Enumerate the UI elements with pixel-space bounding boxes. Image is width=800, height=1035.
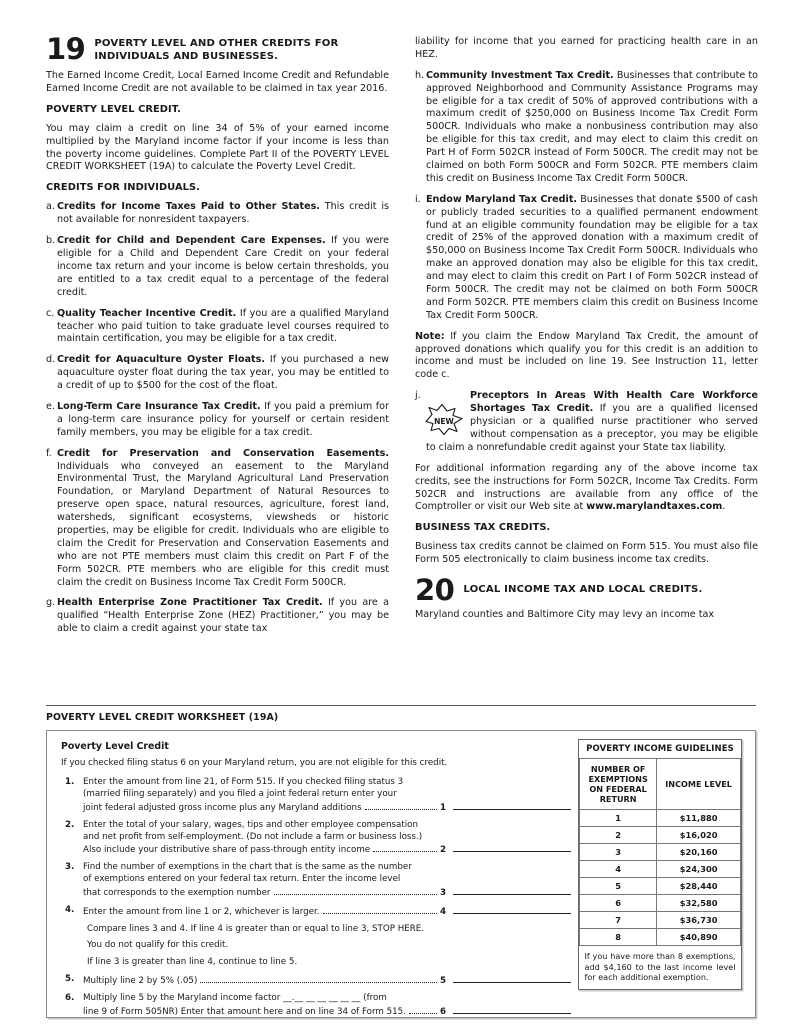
item-f-letter: f. xyxy=(46,447,52,459)
line-1-text-c: joint federal adjusted gross income plus any Maryland additions xyxy=(83,802,362,813)
line-3-input-blank[interactable] xyxy=(453,886,571,895)
worksheet-lines-area xyxy=(61,741,571,1024)
credit-item-d xyxy=(46,354,389,393)
additional-info-text: For additional information regarding any of the above income tax credits, see the instructions for Form 502CR, Income Tax Credits. Form 502CR and instructions are available from any office of the Comptroller or visit our Web site at xyxy=(415,462,758,513)
line-5-number: 5. xyxy=(65,974,75,985)
item-h-text: Businesses that contribute to approved Neighborhood and Community Assistance Programs may be eligible for a tax credit of 50% of approved contributions with a maximum credit of $250,000 on Business Income Tax Credit Form 500CR. Individuals who make a nonbusiness contribution may also be eligible for this tax credit, and may elect to claim this credit on Part H of Form 502CR instead of Form 500CR. The credit may not be claimed on both Form 500CR and Form 502CR. PTE members claim this credit on Business Income Tax Credit Form 500CR. xyxy=(426,69,758,184)
row-5-exemptions: 5 xyxy=(580,878,657,895)
credit-item-j xyxy=(415,390,758,454)
line-1-input-blank[interactable] xyxy=(453,801,571,810)
poverty-level-credit-heading: POVERTY LEVEL CREDIT. xyxy=(46,103,181,115)
section-20-body: Maryland counties and Baltimore City may levy an income tax xyxy=(415,609,715,621)
line-2-text-b: and net profit from self-employment. (Do not include a farm or business loss.) xyxy=(83,831,423,842)
table-row xyxy=(580,844,741,861)
new-starburst-icon xyxy=(422,403,468,437)
credit-item-e xyxy=(46,401,389,440)
item-j-body xyxy=(426,390,758,454)
row-3-exemptions: 3 xyxy=(580,844,657,861)
item-f-text: Individuals who conveyed an easement to the Maryland Environmental Trust, the Maryland Agricultural Land Preservation Foundation, or Maryland Department of Natural Resources to preserve open space, natural resources, agriculture, forest land, watersheds, significant ecosystems, viewsheds or historic properties, may be eligible for credit. Individuals who are eligible to claim the Credit for Preservation and Conservation Easements and who are not PTE members must claim this credit on Part F of the Form 502CR. PTE members who are eligible for this credit must claim the credit on Business Income Tax Credit Form 500CR. xyxy=(57,460,389,588)
item-g-letter: g. xyxy=(46,597,56,609)
item-i-title: Endow Maryland Tax Credit. xyxy=(426,193,578,205)
item-e-letter: e. xyxy=(46,400,55,412)
row-8-income: $40,890 xyxy=(657,929,741,946)
additional-info-end: . xyxy=(722,501,726,513)
credit-item-i xyxy=(415,194,758,323)
item-c-title: Quality Teacher Incentive Credit. xyxy=(57,307,237,319)
row-8-exemptions: 8 xyxy=(580,929,657,946)
line-4-leader xyxy=(323,913,437,914)
table-row xyxy=(580,861,741,878)
worksheet-line-6 xyxy=(61,993,571,1019)
item-e-title: Long-Term Care Insurance Tax Credit. xyxy=(57,400,261,412)
line-4-end-number: 4 xyxy=(439,906,446,917)
credit-item-b xyxy=(46,235,389,299)
line-6-text-b: line 9 of Form 505NR) Enter that amount here and on line 34 of Form 515. xyxy=(83,1006,406,1017)
section-19-number: 19 xyxy=(46,32,86,66)
business-tax-credits-heading: BUSINESS TAX CREDITS. xyxy=(415,522,551,534)
line-1-text-b: (married filing separately) and you filed a joint federal return enter your xyxy=(83,789,397,800)
item-e-body xyxy=(57,401,389,440)
item-f-title: Credit for Preservation and Conservation Easements. xyxy=(57,447,389,459)
line-6-text-a: Multiply line 5 by the Maryland income factor __.__ __ __ __ __ __ (from xyxy=(83,992,387,1003)
item-c-body xyxy=(57,308,389,347)
maryland-taxes-website-link[interactable]: www.marylandtaxes.com xyxy=(586,501,723,513)
two-column-body xyxy=(46,32,758,644)
poverty-level-credit-body: You may claim a credit on line 34 of 5% of your earned income multiplied by the Maryland income factor if your income is less than the poverty income guidelines. Complete Part II of the POVERTY LEVEL CREDIT WORKSHEET (19A) to calculate the Poverty Level Credit. xyxy=(46,122,389,173)
new-badge-label: NEW xyxy=(434,417,454,427)
item-a-letter: a. xyxy=(46,201,55,213)
guidelines-col-exemptions: NUMBER OF EXEMPTIONS ON FEDERAL RETURN xyxy=(580,759,657,810)
line-4-input-blank[interactable] xyxy=(453,905,571,914)
poverty-income-guidelines-table xyxy=(578,739,742,990)
guidelines-col-income: INCOME LEVEL xyxy=(657,759,741,810)
line-3-number: 3. xyxy=(65,862,75,873)
section-19-header xyxy=(46,32,389,66)
line-3-text-b: of exemptions entered on your federal tax return. Enter the income level xyxy=(83,874,401,885)
line-3-end-number: 3 xyxy=(439,887,446,898)
worksheet-line-1 xyxy=(61,777,571,814)
item-j-text: If you are a qualified licensed physician or a qualified nurse practitioner who served without compensation as a preceptor, you may be eligible to claim a nonrefundable credit against your State tax liability. xyxy=(426,403,758,453)
worksheet-intro: If you checked filing status 6 on your Maryland return, you are not eligible for this credit. xyxy=(61,758,448,768)
left-column xyxy=(46,32,390,644)
right-column xyxy=(415,36,758,644)
line-2-number: 2. xyxy=(65,819,75,830)
row-1-income: $11,880 xyxy=(657,810,741,827)
credit-item-f xyxy=(46,448,389,590)
item-b-text: If you were eligible for a Child and Dependent Care Credit on your federal income tax return and your income is below certain thresholds, you are entitled to a tax credit equal to a percentage of the federal credit. xyxy=(57,235,389,298)
worksheet-line-4 xyxy=(61,905,571,919)
credit-item-g xyxy=(46,597,389,636)
worksheet-line-2 xyxy=(61,820,571,857)
item-c-letter: c. xyxy=(46,307,55,319)
worksheet-note-continue: If line 3 is greater than line 4, continue to line 5. xyxy=(87,957,298,968)
row-1-exemptions: 1 xyxy=(580,810,657,827)
table-row xyxy=(580,878,741,895)
credits-for-individuals-heading: CREDITS FOR INDIVIDUALS. xyxy=(46,182,200,194)
row-2-exemptions: 2 xyxy=(580,827,657,844)
line-3-text-a: Find the number of exemptions in the chart that is the same as the number xyxy=(83,862,412,873)
item-h-title: Community Investment Tax Credit. xyxy=(426,69,614,81)
worksheet-line-5 xyxy=(61,974,571,988)
line-5-input-blank[interactable] xyxy=(453,974,571,983)
note-text: If you claim the Endow Maryland Tax Credit, the amount of approved donations which qualify you for this credit is an addition to income and must be included on line 19. See Instruction 11, letter code c. xyxy=(415,330,758,381)
item-a-text: This credit is not available for nonresident taxpayers. xyxy=(57,201,390,226)
credit-item-c xyxy=(46,308,389,347)
worksheet-line-3 xyxy=(61,862,571,899)
item-g-title: Health Enterprise Zone Practitioner Tax Credit. xyxy=(57,597,323,609)
guidelines-table-title: POVERTY INCOME GUIDELINES xyxy=(580,740,741,759)
line-6-leader xyxy=(409,1013,437,1014)
endow-maryland-note xyxy=(415,331,758,383)
line-4-number: 4. xyxy=(65,904,75,915)
item-i-letter: i. xyxy=(415,193,421,205)
row-4-exemptions: 4 xyxy=(580,861,657,878)
item-j-letter: j. xyxy=(415,390,421,402)
section-20-number: 20 xyxy=(415,573,455,608)
worksheet-heading: Poverty Level Credit xyxy=(61,741,169,752)
item-h-letter: h. xyxy=(415,69,425,81)
worksheet-divider xyxy=(46,705,756,706)
line-2-leader xyxy=(373,851,437,852)
item-d-letter: d. xyxy=(46,354,56,366)
row-7-income: $36,730 xyxy=(657,912,741,929)
additional-information-paragraph xyxy=(415,463,758,515)
line-4-text: Enter the amount from line 1 or 2, whichever is larger. xyxy=(83,906,320,917)
row-7-exemptions: 7 xyxy=(580,912,657,929)
line-2-text-c: Also include your distributive share of pass-through entity income xyxy=(83,845,371,856)
table-row xyxy=(580,929,741,946)
row-6-income: $32,580 xyxy=(657,895,741,912)
item-g-body xyxy=(57,597,389,636)
line-5-end-number: 5 xyxy=(439,976,446,987)
item-j-title: Preceptors In Areas With Health Care Workforce Shortages Tax Credit. xyxy=(470,390,758,415)
row-6-exemptions: 6 xyxy=(580,895,657,912)
item-b-body xyxy=(57,235,389,299)
item-h-body xyxy=(426,70,758,186)
section-20-title: LOCAL INCOME TAX AND LOCAL CREDITS. xyxy=(463,584,703,596)
line-6-number: 6. xyxy=(65,992,75,1003)
line-2-text-a: Enter the total of your salary, wages, tips and other employee compensation xyxy=(83,819,419,830)
worksheet-note-noqualify: You do not qualify for this credit. xyxy=(87,940,229,951)
poverty-level-credit-worksheet xyxy=(46,730,756,1018)
line-3-leader xyxy=(274,894,437,895)
table-row xyxy=(580,810,741,827)
item-e-text: If you paid a premium for a long-term care insurance policy for yourself or certain resident family members, you may be eligible for a tax credit. xyxy=(57,400,389,438)
table-row xyxy=(580,912,741,929)
credit-item-a xyxy=(46,201,389,227)
section-19-title: POVERTY LEVEL AND OTHER CREDITS FOR INDIVIDUALS AND BUSINESSES. xyxy=(94,38,339,62)
line-6-input-blank[interactable] xyxy=(453,1005,571,1014)
line-1-number: 1. xyxy=(65,777,75,788)
item-a-title: Credits for Income Taxes Paid to Other States. xyxy=(57,201,320,213)
table-row xyxy=(580,895,741,912)
item-i-body xyxy=(426,194,758,323)
worksheet-title: POVERTY LEVEL CREDIT WORKSHEET (19A) xyxy=(46,712,279,723)
section-20-header xyxy=(415,573,758,608)
table-row xyxy=(580,827,741,844)
item-d-body xyxy=(57,354,389,393)
item-d-text: If you purchased a new aquaculture oyster float during the tax year, you may be entitled to a credit of up to $500 for the cost of the float. xyxy=(57,354,389,392)
section-19-intro: The Earned Income Credit, Local Earned Income Credit and Refundable Earned Income Credit are not available to be claimed in tax year 2016. xyxy=(46,70,389,94)
item-b-letter: b. xyxy=(46,235,56,247)
item-i-text: Businesses that donate $500 of cash or publicly traded securities to a qualified permanent endowment fund at an eligible community foundation may be eligible for a tax credit of 25% of the approved donation with a maximum credit of $50,000 on Business Income Tax Credit Form 500CR. Individuals who make an approved donation may also be eligible for this tax credit, and may elect to claim this credit on Part I of Form 502CR instead of Form 500CR. The credit may not be claimed on both Form 500CR and Form 502CR. PTE members claim this credit on Business Income Tax Credit Form 500CR. xyxy=(426,193,758,321)
line-1-leader xyxy=(365,809,437,810)
line-1-end-number: 1 xyxy=(439,802,446,813)
item-d-title: Credit for Aquaculture Oyster Floats. xyxy=(57,354,265,366)
line-6-end-number: 6 xyxy=(439,1006,446,1017)
guidelines-footnote: If you have more than 8 exemptions, add $4,160 to the last income level for each additional exemption. xyxy=(580,946,741,989)
line-3-text-c: that corresponds to the exemption number xyxy=(83,887,271,898)
row-5-income: $28,440 xyxy=(657,878,741,895)
line-5-leader xyxy=(200,982,437,983)
item-g-text: If you are a qualified “Health Enterprise Zone (HEZ) Practitioner,” you may be able to claim a credit against your state tax xyxy=(57,597,389,635)
line-2-end-number: 2 xyxy=(439,845,446,856)
item-c-text: If you are a qualified Maryland teacher who paid tuition to take graduate level courses required to maintain certification, you may be eligible for a tax credit. xyxy=(57,307,389,345)
line-5-text: Multiply line 2 by 5% (.05) xyxy=(83,976,198,987)
row-4-income: $24,300 xyxy=(657,861,741,878)
row-2-income: $16,020 xyxy=(657,827,741,844)
line-1-text-a: Enter the amount from line 21, of Form 515. If you checked filing status 3 xyxy=(83,777,404,788)
credit-item-h xyxy=(415,70,758,186)
item-a-body xyxy=(57,201,389,227)
row-3-income: $20,160 xyxy=(657,844,741,861)
item-b-title: Credit for Child and Dependent Care Expenses. xyxy=(57,235,326,247)
hez-continuation-text: liability for income that you earned for practicing health care in an HEZ. xyxy=(415,36,758,60)
worksheet-note-compare: Compare lines 3 and 4. If line 4 is greater than or equal to line 3, STOP HERE. xyxy=(87,923,424,934)
line-2-input-blank[interactable] xyxy=(453,843,571,852)
item-f-body xyxy=(57,448,389,590)
note-label: Note: xyxy=(415,330,445,342)
business-tax-credits-body: Business tax credits cannot be claimed on Form 515. You must also file Form 505 electronically to claim business income tax credits. xyxy=(415,541,758,566)
